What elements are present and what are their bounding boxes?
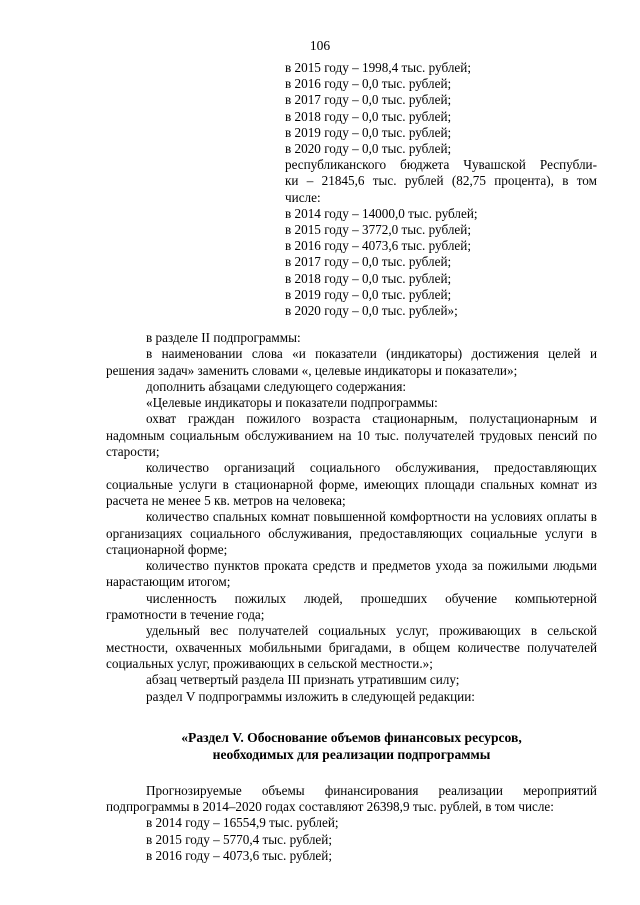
funding-breakdown-block bbox=[285, 60, 597, 319]
funding-line: в 2017 году – 0,0 тыс. рублей; bbox=[285, 92, 452, 108]
funding-line: в 2019 году – 0,0 тыс. рублей; bbox=[285, 286, 452, 302]
republic-budget-line: ки – 21845,6 тыс. рублей (82,75 процента), в том bbox=[285, 173, 597, 189]
paragraph: количество пунктов проката средств и предметов ухода за пожилыми людьми нарастающим итогом; bbox=[106, 558, 597, 590]
funding-line: в 2014 году – 16554,9 тыс. рублей; bbox=[146, 815, 339, 831]
section-heading-line: необходимых для реализации подпрограммы bbox=[212, 746, 491, 762]
funding-line: в 2019 году – 0,0 тыс. рублей; bbox=[285, 124, 452, 140]
section-heading-line: «Раздел V. Обоснование объемов финансовых ресурсов, bbox=[181, 729, 522, 745]
funding-line: в 2020 году – 0,0 тыс. рублей»; bbox=[285, 303, 458, 319]
funding-line: в 2015 году – 1998,4 тыс. рублей; bbox=[285, 60, 471, 75]
republic-budget-line: республиканского бюджета Чувашской Республи- bbox=[285, 157, 597, 173]
paragraph: охват граждан пожилого возраста стационарным, полустационарным и надомным социальным обслуживанием на 10 тыс. получателей трудовых пенсий по старости; bbox=[106, 411, 597, 460]
paragraph: количество организаций социального обслуживания, предоставляющих социальные услуги в стационарной форме, имеющих площади спальных комнат из расчета не менее 5 кв. метров на человека; bbox=[106, 460, 597, 508]
paragraph: в разделе II подпрограммы: bbox=[146, 330, 301, 345]
section-heading bbox=[106, 729, 597, 763]
funding-line: в 2017 году – 0,0 тыс. рублей; bbox=[285, 254, 452, 270]
funding-line: в 2015 году – 3772,0 тыс. рублей; bbox=[285, 222, 471, 238]
funding-line: в 2015 году – 5770,4 тыс. рублей; bbox=[146, 831, 332, 847]
paragraph: дополнить абзацами следующего содержания: bbox=[146, 378, 407, 394]
main-text bbox=[106, 330, 597, 864]
republic-budget-line: числе: bbox=[285, 189, 321, 205]
funding-line: в 2020 году – 0,0 тыс. рублей; bbox=[285, 141, 452, 157]
funding-line: в 2016 году – 0,0 тыс. рублей; bbox=[285, 76, 452, 92]
funding-line: в 2016 году – 4073,6 тыс. рублей; bbox=[146, 848, 332, 864]
funding-line: в 2018 году – 0,0 тыс. рублей; bbox=[285, 270, 452, 286]
paragraph: численность пожилых людей, прошедших обучение компьютерной грамотности в течение года; bbox=[106, 590, 597, 623]
paragraph: абзац четвертый раздела III признать утратившим силу; bbox=[146, 672, 460, 688]
page-number: 106 bbox=[309, 38, 331, 53]
paragraph: Прогнозируемые объемы финансирования реализации мероприятий подпрограммы в 2014–2020 годах составляют 26398,9 тыс. рублей, в том числе: bbox=[106, 782, 597, 815]
paragraph: раздел V подпрограммы изложить в следующей редакции: bbox=[146, 688, 475, 704]
funding-line: в 2018 году – 0,0 тыс. рублей; bbox=[285, 108, 452, 124]
funding-line: в 2014 году – 14000,0 тыс. рублей; bbox=[285, 205, 478, 221]
paragraph: в наименовании слова «и показатели (индикаторы) достижения целей и решения задач» заменить словами «, целевые индикаторы и показатели»; bbox=[106, 346, 597, 378]
paragraph: «Целевые индикаторы и показатели подпрограммы: bbox=[146, 395, 438, 411]
paragraph: количество спальных комнат повышенной комфортности на условиях оплаты в организациях социального обслуживания, предоставляющих социальные услуги в стационарной форме; bbox=[106, 509, 597, 557]
funding-line: в 2016 году – 4073,6 тыс. рублей; bbox=[285, 238, 471, 254]
paragraph: удельный вес получателей социальных услуг, проживающих в сельской местности, охваченных мобильными бригадами, в общем количестве получателей социальных услуг, проживающих в сельской местности.»; bbox=[106, 623, 597, 671]
